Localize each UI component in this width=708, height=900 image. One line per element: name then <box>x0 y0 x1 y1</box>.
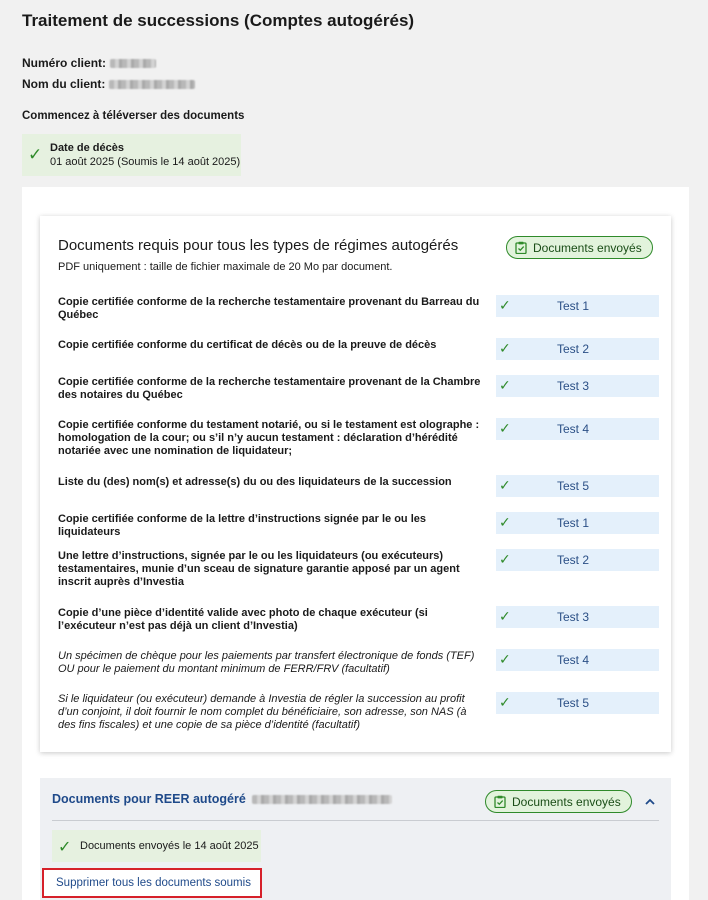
doc-label: Liste du (des) nom(s) et adresse(s) du ou des liquidateurs de la succession <box>58 476 452 488</box>
reer-documents-sent-badge <box>485 790 632 813</box>
uploaded-file[interactable] <box>496 418 659 440</box>
check-icon: ✓ <box>499 652 511 668</box>
client-name-row <box>22 77 195 91</box>
uploaded-file[interactable] <box>496 549 659 571</box>
reer-account-redacted <box>252 795 392 804</box>
uploaded-file-name: Test 4 <box>557 422 590 436</box>
reer-documents-sent-badge-label: Documents envoyés <box>512 794 621 809</box>
documents-sent-badge-label: Documents envoyés <box>533 240 642 255</box>
uploaded-file-name: Test 3 <box>557 379 590 393</box>
upload-start-heading: Commencez à téléverser des documents <box>22 110 245 122</box>
required-documents-subtitle: PDF uniquement : taille de fichier maximale de 20 Mo par document. <box>58 261 393 273</box>
uploaded-file[interactable] <box>496 375 659 397</box>
check-icon: ✓ <box>499 341 511 357</box>
death-date-value: 01 août 2025 (Soumis le 14 août 2025) <box>50 156 241 168</box>
client-number-row <box>22 56 156 70</box>
uploaded-file-name: Test 1 <box>557 516 590 530</box>
documents-sent-badge <box>506 236 653 259</box>
check-icon: ✓ <box>499 552 511 568</box>
check-icon: ✓ <box>499 609 511 625</box>
chevron-up-icon[interactable] <box>642 795 658 809</box>
reer-sent-status-text: Documents envoyés le 14 août 2025 <box>80 840 259 852</box>
uploaded-file[interactable] <box>496 692 659 714</box>
doc-label: Une lettre d’instructions, signée par le ou les liquidateurs (ou exécuteurs) testamentaires, munie d’un sceau de signature garantie apposé par un agent inscrit auprès d’Investia <box>58 550 460 588</box>
uploaded-file-name: Test 3 <box>557 610 590 624</box>
doc-label: Copie certifiée conforme de la lettre d’instructions signée par le ou les liquidateurs <box>58 513 426 538</box>
page-title: Traitement de successions (Comptes autogérés) <box>22 11 415 30</box>
uploaded-file[interactable] <box>496 649 659 671</box>
client-name-redacted <box>109 80 195 89</box>
doc-label: Copie certifiée conforme du certificat de décès ou de la preuve de décès <box>58 339 437 351</box>
uploaded-file-name: Test 5 <box>557 479 590 493</box>
uploaded-file[interactable] <box>496 475 659 497</box>
uploaded-file-name: Test 1 <box>557 299 590 313</box>
required-documents-title: Documents requis pour tous les types de régimes autogérés <box>58 237 459 254</box>
doc-label: Copie d’une pièce d’identité valide avec photo de chaque exécuteur (si l’exécuteur n’est pas déjà un client d’Investia) <box>58 607 428 632</box>
check-icon: ✓ <box>499 298 511 314</box>
check-icon: ✓ <box>58 836 72 856</box>
uploaded-file-name: Test 5 <box>557 696 590 710</box>
uploaded-file-name: Test 4 <box>557 653 590 667</box>
reer-section-header[interactable] <box>52 792 392 806</box>
uploaded-file-name: Test 2 <box>557 342 590 356</box>
reer-divider <box>52 820 659 821</box>
doc-label: Si le liquidateur (ou exécuteur) demande à Investia de régler la succession au profit d’un conjoint, il doit fournir le nom complet du bénéficiaire, son adresse, son NAS (à des fins fiscales) et une copie de sa pièce d’identité (facultatif) <box>58 693 467 731</box>
client-number-label: Numéro client: <box>22 56 107 70</box>
doc-label: Copie certifiée conforme de la recherche testamentaire provenant de la Chambre des notaires du Québec <box>58 376 481 401</box>
death-date-status <box>22 134 241 176</box>
uploaded-file[interactable] <box>496 338 659 360</box>
uploaded-file[interactable] <box>496 295 659 317</box>
delete-all-documents-link[interactable]: Supprimer tous les documents soumis <box>42 868 262 898</box>
client-number-redacted <box>110 59 156 68</box>
check-icon: ✓ <box>499 421 511 437</box>
check-icon: ✓ <box>499 695 511 711</box>
check-icon: ✓ <box>499 378 511 394</box>
doc-label: Copie certifiée conforme de la recherche testamentaire provenant du Barreau du Québec <box>58 296 480 321</box>
check-icon: ✓ <box>499 515 511 531</box>
reer-section-title: Documents pour REER autogéré <box>52 792 246 806</box>
check-icon: ✓ <box>28 145 43 165</box>
uploaded-file[interactable] <box>496 512 659 534</box>
reer-sent-status <box>52 830 261 862</box>
clipboard-check-icon <box>515 241 527 254</box>
clipboard-check-icon <box>494 795 506 808</box>
uploaded-file-name: Test 2 <box>557 553 590 567</box>
check-icon: ✓ <box>499 478 511 494</box>
doc-label: Copie certifiée conforme du testament notarié, ou si le testament est olographe : homologation de la cour; ou s’il n’y aucun testament : déclaration d’hérédité notariée avec une nomination de liquidateur; <box>58 419 480 457</box>
uploaded-file[interactable] <box>496 606 659 628</box>
client-name-label: Nom du client: <box>22 77 106 91</box>
doc-label: Un spécimen de chèque pour les paiements par transfert électronique de fonds (TEF) OU pour le paiement du montant minimum de FERR/FRV (facultatif) <box>58 650 475 675</box>
death-date-label: Date de décès <box>50 142 124 154</box>
